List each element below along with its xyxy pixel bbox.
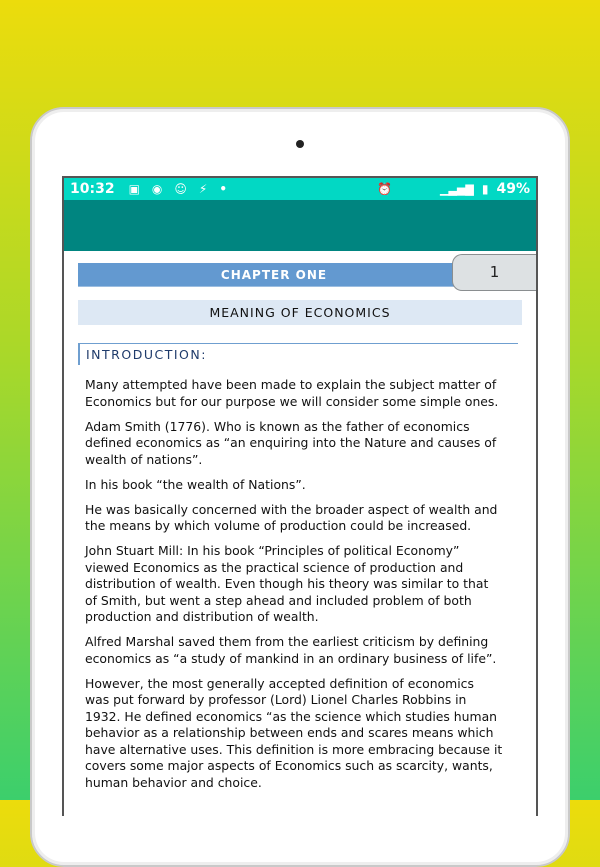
text-line: viewed Economics as the practical science of production and [85, 559, 464, 575]
text-line: production and distribution of wealth. [85, 609, 319, 624]
body-text [85, 377, 525, 800]
text-line: distribution of wealth. Even though his theory was similar to that [85, 576, 489, 591]
text-line: However, the most generally accepted definition of economics [85, 675, 474, 691]
text-line: the means by which volume of production could be increased. [85, 518, 472, 533]
clock: 10:32 [70, 181, 115, 197]
section-heading: INTRODUCTION: [78, 343, 518, 365]
paragraph [85, 377, 525, 410]
charging-icon: ⚡ [198, 182, 208, 196]
paragraph [85, 543, 525, 626]
text-line: Many attempted have been made to explain the subject matter of [85, 377, 497, 392]
text-line: Adam Smith (1776). Who is known as the father of economics [85, 418, 470, 434]
notification-icon: ☺ [174, 182, 187, 196]
chapter-heading: CHAPTER ONE [78, 263, 470, 287]
screenshot-icon: ▣ [128, 182, 140, 196]
text-line: of Smith, but went a step ahead and included problem of both [85, 592, 472, 608]
text-line: covers some major aspects of Economics such as scarcity, wants, [85, 758, 493, 773]
hotspot-icon: ◉ [151, 182, 163, 196]
text-line: was put forward by professor (Lord) Lionel Charles Robbins in [85, 692, 467, 707]
text-line: have alternative uses. This definition is more embracing because it [85, 741, 503, 757]
page-number-tab[interactable]: 1 [452, 254, 536, 291]
text-line: human behavior and choice. [85, 774, 262, 790]
page-title: MEANING OF ECONOMICS [78, 300, 522, 325]
screen [62, 176, 538, 816]
text-line: He was basically concerned with the broader aspect of wealth and [85, 501, 498, 517]
text-line: economics as “a study of mankind in an ordinary business of life”. [85, 650, 497, 666]
text-line: Alfred Marshal saved them from the earliest criticism by defining [85, 634, 489, 649]
alarm-icon: ⏰ [377, 182, 393, 196]
text-line: defined economics as “an enquiring into the Nature and causes of [85, 435, 497, 450]
text-line: 1932. He defined economics “as the science which studies human [85, 708, 498, 724]
text-line: John Stuart Mill: In his book “Principles of political Economy” [85, 543, 460, 558]
dot-icon: • [219, 182, 228, 196]
signal-icon: ▁▃▅▇ [440, 182, 474, 196]
paragraph [85, 502, 525, 535]
paragraph [85, 477, 525, 494]
paragraph [85, 419, 525, 469]
battery-icon: ▮ [481, 182, 489, 196]
paragraph [85, 634, 525, 667]
camera-icon [296, 140, 304, 148]
text-line: wealth of nations”. [85, 451, 203, 467]
text-line: behavior as a relationship between ends and scares means which [85, 725, 494, 740]
status-bar [64, 178, 536, 200]
battery-level: 49% [496, 181, 530, 197]
text-line: Economics but for our purpose we will consider some simple ones. [85, 393, 499, 409]
paragraph [85, 676, 525, 792]
text-line: In his book “the wealth of Nations”. [85, 476, 306, 492]
app-bar [64, 200, 536, 251]
